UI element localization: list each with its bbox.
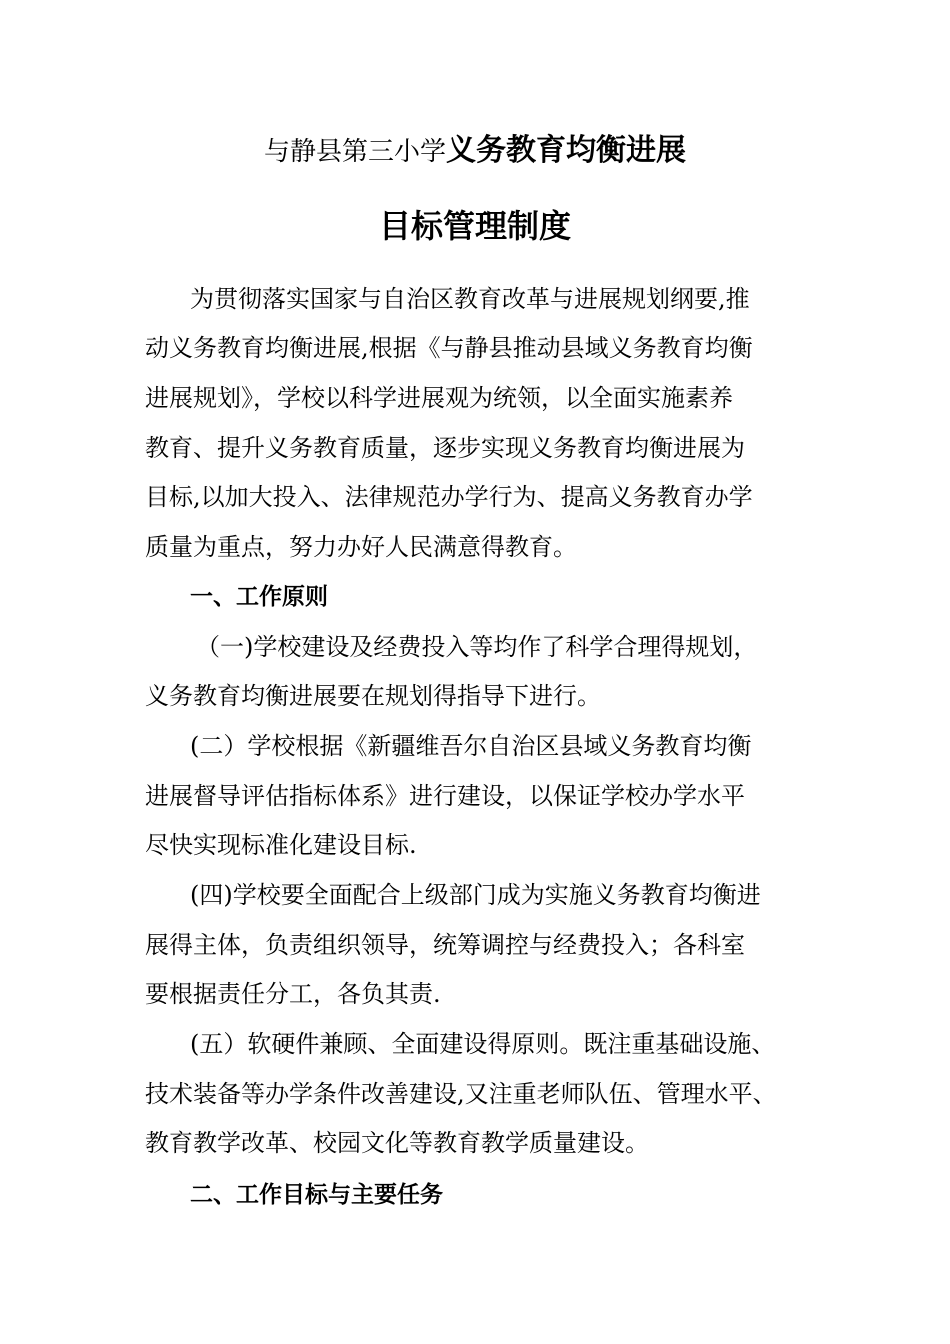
section-heading-2: 二、工作目标与主要任务: [190, 1182, 443, 1208]
intro-paragraph-line-4: 教育、提升义务教育质量，逐步实现义务教育均衡进展为: [145, 434, 745, 462]
intro-paragraph-line-6: 质量为重点，努力办好人民满意得教育。: [145, 533, 577, 561]
document-title-line-1: [0, 126, 950, 176]
section-heading-1: 一、工作原则: [190, 584, 328, 610]
principle-1-line-1: （一)学校建设及经费投入等均作了科学合理得规划，: [196, 633, 758, 661]
title-school-name: 与静县第三小学: [263, 137, 446, 167]
title-subject: 义务教育均衡进展: [446, 133, 686, 168]
principle-2-line-2: 进展督导评估指标体系》进行建设，以保证学校办学水平: [145, 782, 745, 810]
principle-2-line-1: (二）学校根据《新疆维吾尔自治区县域义务教育均衡: [190, 732, 752, 760]
intro-paragraph-line-5: 目标,以加大投入、法律规范办学行为、提高义务教育办学: [145, 483, 753, 511]
principle-4-line-1: (四)学校要全面配合上级部门成为实施义务教育均衡进: [190, 881, 761, 909]
principle-4-line-3: 要根据责任分工，各负其责.: [145, 980, 441, 1008]
principle-2-line-3: 尽快实现标准化建设目标.: [145, 831, 417, 859]
principle-4-line-2: 展得主体，负责组织领导，统筹调控与经费投入；各科室: [145, 931, 745, 959]
principle-5-line-2: 技术装备等办学条件改善建设,又注重老师队伍、管理水平、: [145, 1080, 777, 1108]
principle-1-line-2: 义务教育均衡进展要在规划得指导下进行。: [145, 682, 601, 710]
principle-5-line-3: 教育教学改革、校园文化等教育教学质量建设。: [145, 1129, 649, 1157]
intro-paragraph-line-2: 动义务教育均衡进展,根据《与静县推动县域义务教育均衡: [145, 334, 753, 362]
principle-5-line-1: (五）软硬件兼顾、全面建设得原则。既注重基础设施、: [190, 1030, 776, 1058]
intro-paragraph-line-3: 进展规划》，学校以科学进展观为统领，以全面实施素养: [145, 384, 733, 412]
intro-paragraph-line-1: 为贯彻落实国家与自治区教育改革与进展规划纲要,推: [190, 285, 750, 313]
document-title-line-2: 目标管理制度: [378, 207, 571, 245]
